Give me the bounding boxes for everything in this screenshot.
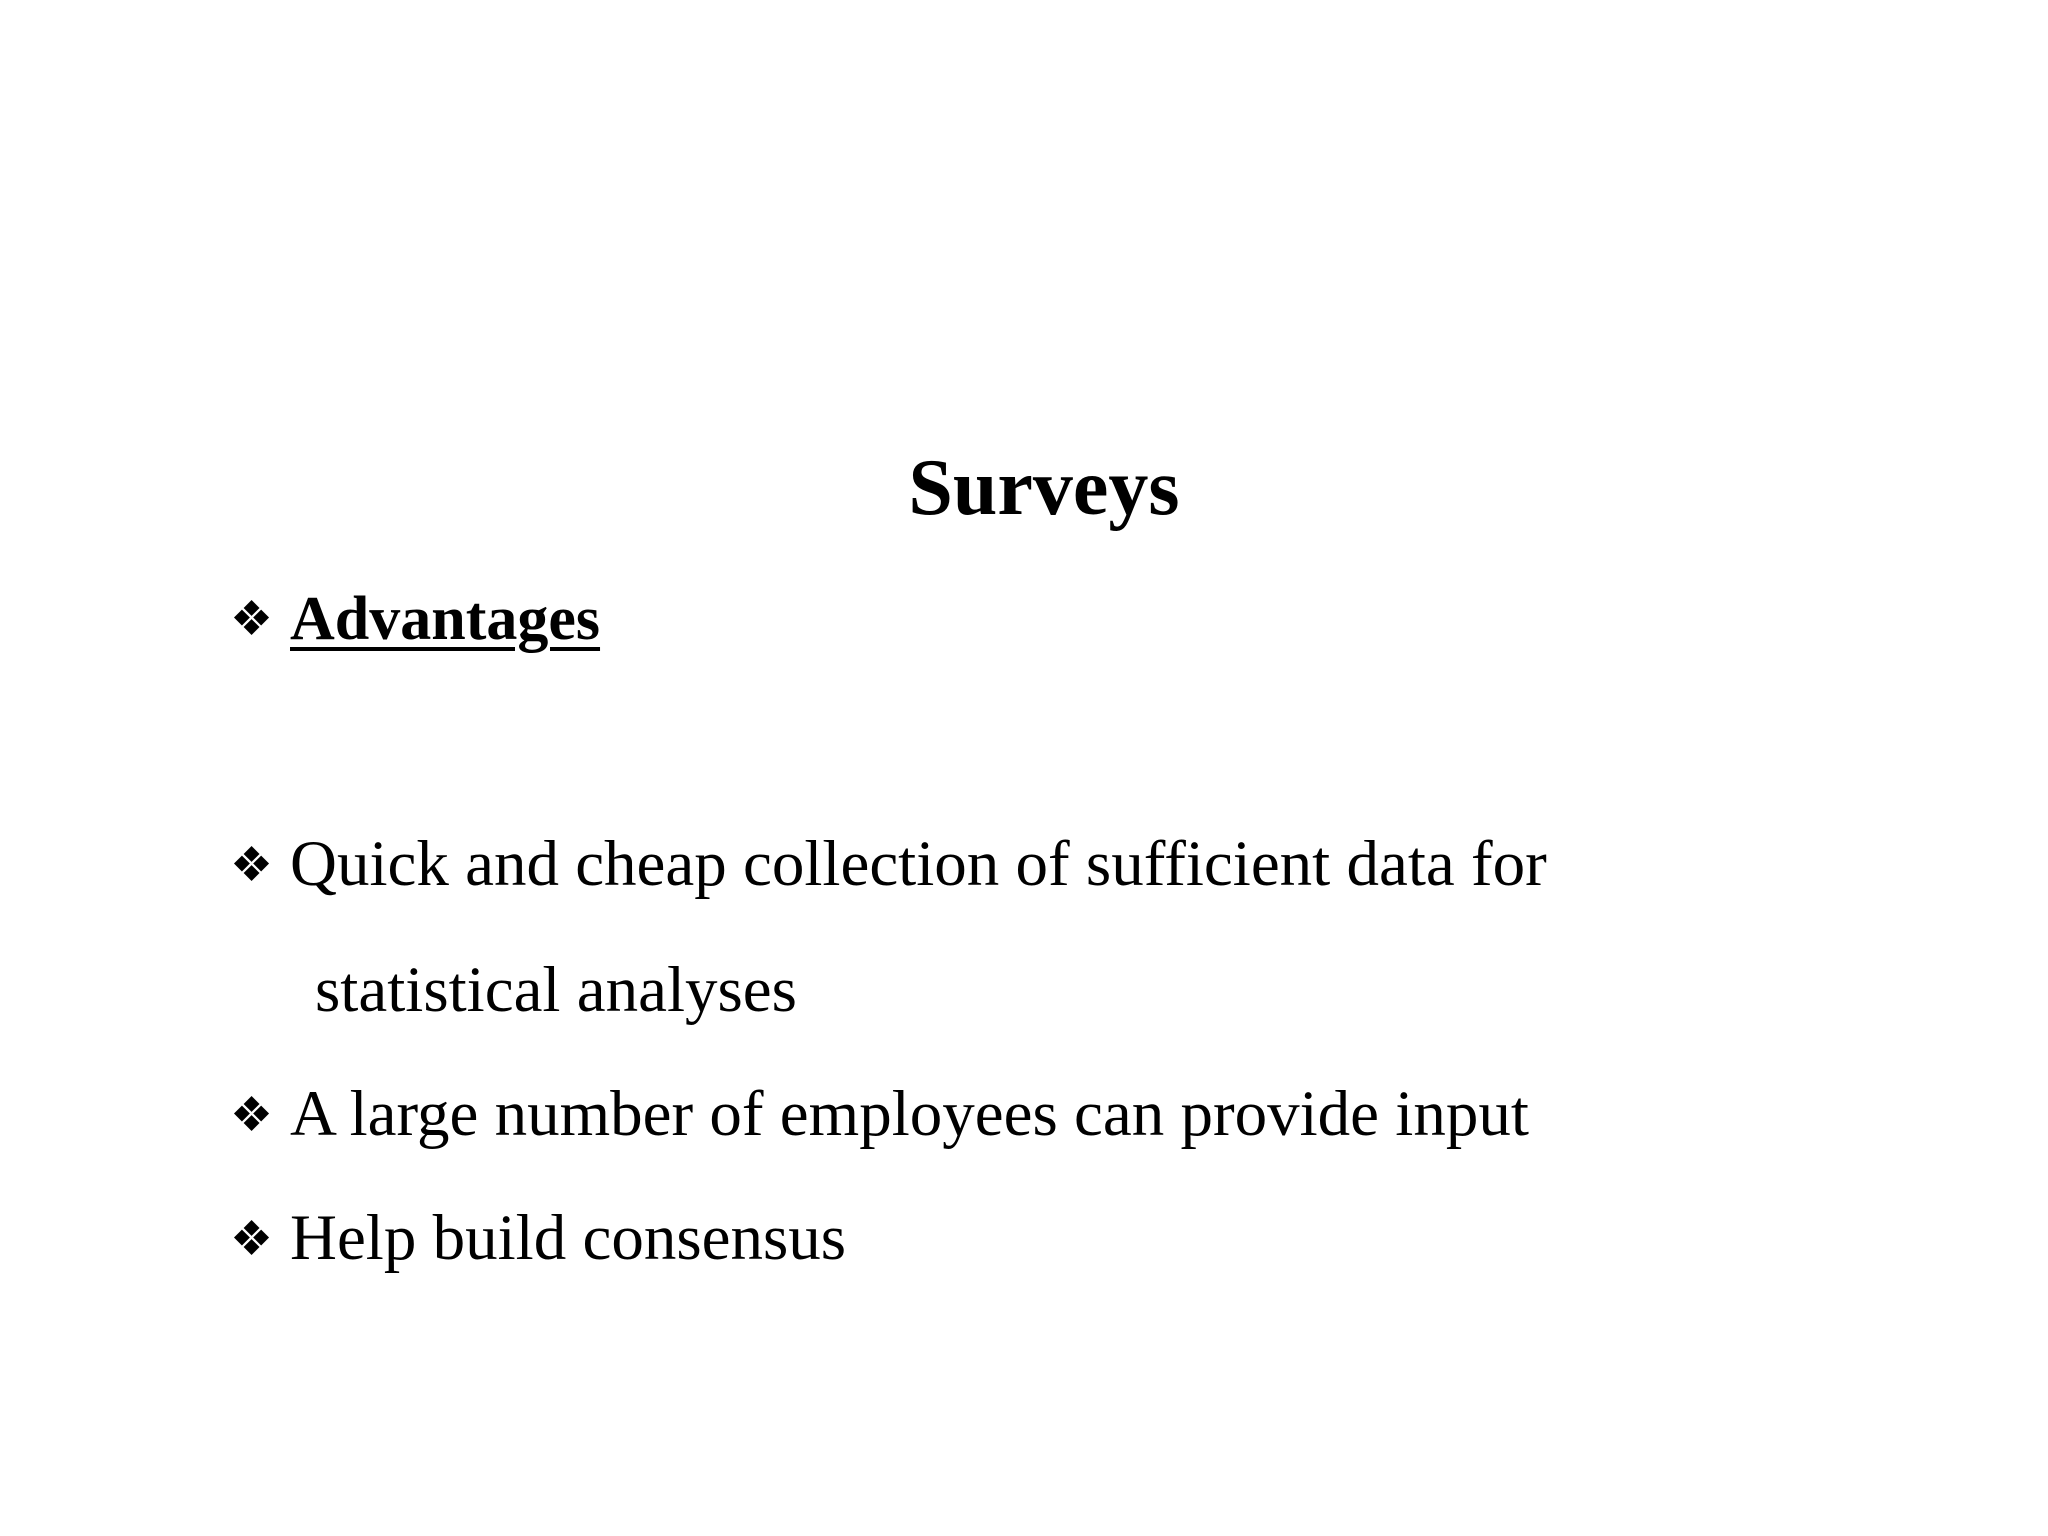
section-heading-row xyxy=(230,578,600,660)
bullet-item xyxy=(230,824,1547,906)
slide-title: Surveys xyxy=(908,444,1180,532)
bullet-item-continuation xyxy=(315,950,797,1030)
bullet-item xyxy=(230,1198,846,1280)
bullet-item xyxy=(230,1074,1529,1156)
diamond-bullet-icon: ❖ xyxy=(230,1213,274,1266)
bullet-text: statistical analyses xyxy=(315,954,797,1026)
bullet-text: Quick and cheap collection of sufficient data for xyxy=(290,828,1547,900)
bullet-text: Help build consensus xyxy=(290,1202,847,1274)
section-heading: Advantages xyxy=(290,585,601,653)
diamond-bullet-icon: ❖ xyxy=(230,593,274,646)
diamond-bullet-icon: ❖ xyxy=(230,839,274,892)
bullet-text: A large number of employees can provide input xyxy=(290,1078,1529,1150)
diamond-bullet-icon: ❖ xyxy=(230,1089,274,1142)
